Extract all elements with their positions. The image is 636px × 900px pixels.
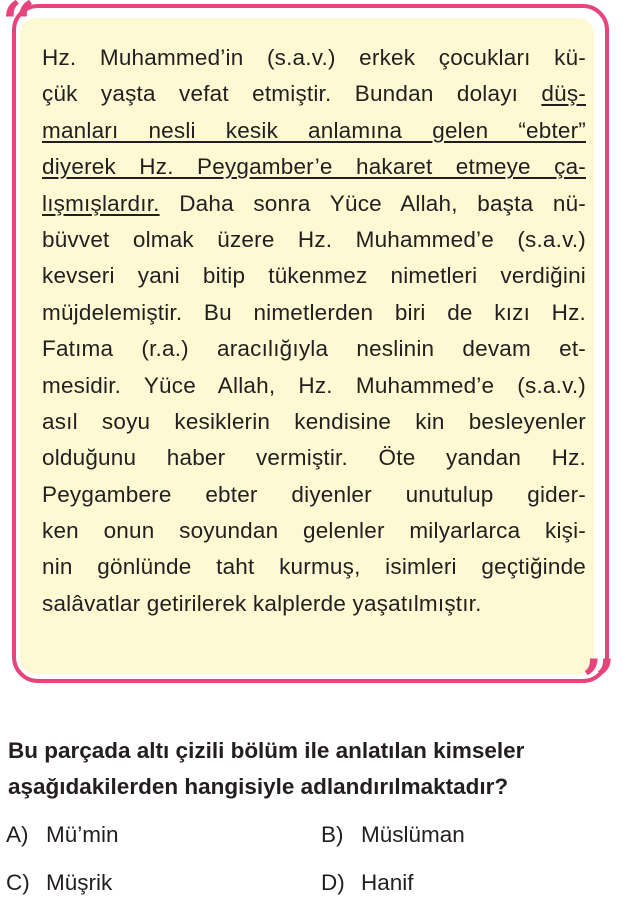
passage-line: asıl soyu kesiklerin kendisine kin besleyenler xyxy=(42,408,586,434)
option-text: Hanif xyxy=(361,870,414,895)
passage-line: olduğunu haber vermiştir. Öte yandan Hz. xyxy=(42,445,586,471)
option-text: Müşrik xyxy=(46,870,113,895)
underlined-text: manları nesli kesik anlamına gelen “ebter” xyxy=(42,117,586,143)
option-text: Müslüman xyxy=(361,822,465,847)
option-a[interactable] xyxy=(6,820,119,850)
underlined-text: düş- xyxy=(541,81,586,107)
passage-line: nin gönlünde taht kurmuş, isimleri geçtiğinde xyxy=(42,554,586,580)
passage-line: salâvatlar getirilerek kalplerde yaşatılmıştır. xyxy=(42,590,482,616)
option-letter: C) xyxy=(6,870,30,895)
passage-line: müjdelemiştir. Bu nimetlerden biri de kızı Hz. xyxy=(42,299,586,325)
question-text xyxy=(8,733,636,805)
passage-line: kevseri yani bitip tükenmez nimetleri verdiğini xyxy=(42,263,586,289)
passage-line: çük yaşta vefat etmiştir. Bundan dolayı düş- xyxy=(42,81,586,107)
open-quote-mark: “ xyxy=(2,0,36,57)
option-letter: D) xyxy=(321,870,345,895)
passage-line: lışmışlardır. Daha sonra Yüce Allah, başta nü- xyxy=(42,190,586,216)
question-line: Bu parçada altı çizili bölüm ile anlatılan kimseler xyxy=(8,738,525,763)
passage-text xyxy=(42,40,586,622)
passage-line: Fatıma (r.a.) aracılığıyla neslinin devam et- xyxy=(42,336,586,362)
question-line: aşağıdakilerden hangisiyle adlandırılmaktadır? xyxy=(8,774,509,799)
passage-line: mesidir. Yüce Allah, Hz. Muhammed’e (s.a.v.) xyxy=(42,372,586,398)
underlined-text: diyerek Hz. Peygamber’e hakaret etmeye ça- xyxy=(42,154,586,180)
passage-line: büvvet olmak üzere Hz. Muhammed’e (s.a.v.) xyxy=(42,226,586,252)
underlined-text: lışmışlardır. xyxy=(42,190,160,216)
passage-line: Hz. Muhammed’in (s.a.v.) erkek çocukları kü- xyxy=(42,45,586,70)
option-b[interactable] xyxy=(321,820,465,850)
option-letter: A) xyxy=(6,822,29,847)
close-quote-mark: ” xyxy=(582,647,616,715)
option-letter: B) xyxy=(321,822,344,847)
passage-line: Peygambere ebter diyenler unutulup gider- xyxy=(42,481,586,507)
option-c[interactable] xyxy=(6,868,112,898)
option-text: Mü’min xyxy=(46,822,119,847)
passage-line: ken onun soyundan gelenler milyarlarca kişi- xyxy=(42,518,586,544)
option-d[interactable] xyxy=(321,868,414,898)
